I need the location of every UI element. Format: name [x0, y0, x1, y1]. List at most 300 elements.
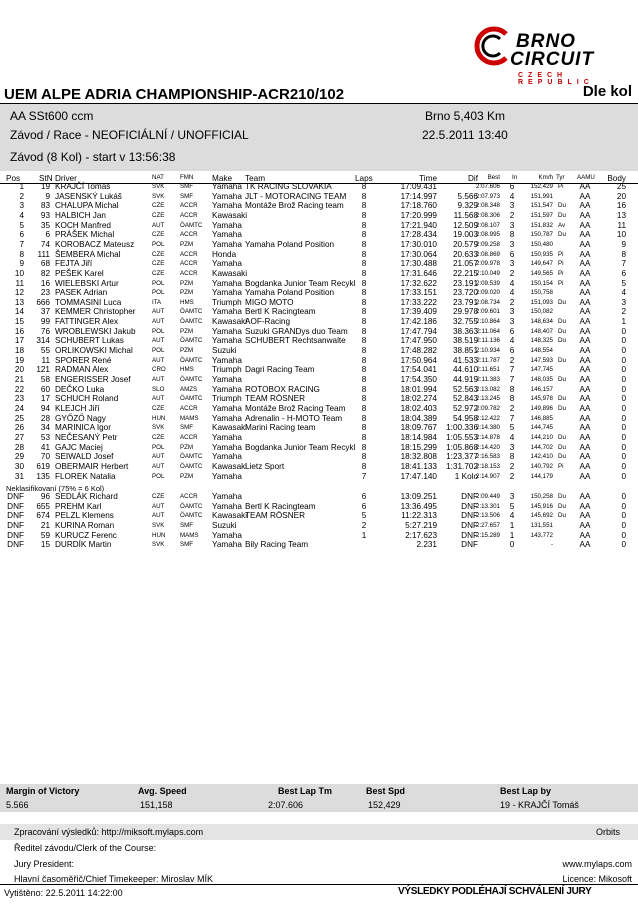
cell-make: Yamaha — [212, 492, 242, 501]
cell-federation: AMZS — [180, 385, 198, 393]
cell-dif: 21.057 — [452, 259, 478, 269]
cell-federation: ÖAMTC — [180, 376, 203, 383]
cell-driver: PELZL Klemens — [55, 511, 114, 521]
summary-label-margin: Margin of Victory — [6, 786, 80, 796]
cell-tyre: Pi — [558, 462, 564, 470]
cell-points: 1 — [621, 317, 626, 327]
cell-best-lap: 2:07.606 — [475, 183, 500, 190]
cell-start-number: 53 — [40, 432, 50, 442]
cell-best-lap: 2:10.049 — [475, 269, 500, 277]
result-row — [0, 404, 638, 414]
footer-rule — [0, 884, 638, 885]
cell-dif: 1:05.553 — [446, 432, 478, 442]
cell-nationality: POL — [152, 327, 165, 335]
cell-make: Yamaha — [212, 288, 242, 298]
cell-driver: KRAJČÍ Tomáš — [55, 182, 111, 191]
cell-nationality: HUN — [152, 531, 166, 539]
cell-team: Suzuki GRANDys duo Team — [245, 326, 348, 336]
cell-make: Yamaha — [212, 239, 242, 249]
cell-points: 0 — [621, 365, 626, 375]
cell-aamu: AA — [579, 268, 591, 278]
cell-nationality: AUT — [152, 221, 165, 229]
cell-federation: ÖAMTC — [180, 308, 203, 316]
cell-time: 17:50.964 — [400, 355, 437, 365]
cell-best-in-lap: 3 — [509, 239, 515, 249]
cell-team: Bertl K Racingteam — [245, 307, 316, 317]
cell-points: 0 — [621, 520, 626, 530]
cell-laps: 8 — [361, 191, 367, 201]
cell-points: 10 — [616, 230, 626, 240]
cell-best-in-lap: 4 — [509, 511, 515, 521]
cell-start-number: 314 — [36, 336, 50, 346]
cell-laps: 8 — [361, 268, 367, 278]
cell-best-lap: 2:08.869 — [475, 250, 500, 258]
cell-best-in-lap: 3 — [509, 442, 515, 452]
cell-laps: 8 — [361, 326, 367, 336]
cell-laps: 8 — [361, 259, 367, 269]
cell-nationality: SVK — [152, 521, 165, 529]
cell-federation: ACCR — [180, 433, 198, 441]
cell-nationality: SVK — [152, 183, 165, 190]
mylaps-website: www.mylaps.com — [562, 859, 632, 869]
cell-best-lap: 2:10.934 — [475, 347, 500, 355]
cell-nationality: AUT — [152, 453, 165, 461]
cell-best-lap: 2:10.864 — [475, 318, 500, 326]
cell-make: Yamaha — [212, 201, 242, 211]
cell-aamu: AA — [579, 384, 591, 394]
cell-start-number: 74 — [40, 239, 50, 249]
cell-driver: SPORER René — [55, 355, 112, 365]
cell-points: 0 — [621, 403, 626, 413]
cell-dif: DNF — [461, 492, 478, 501]
cell-aamu: AA — [579, 413, 591, 423]
cell-tyre: Du — [558, 443, 566, 451]
cell-time: 2:17.623 — [405, 530, 437, 540]
cell-federation: PZM — [180, 472, 194, 480]
cell-best-in-lap: 1 — [509, 530, 515, 540]
cell-best-in-lap: 6 — [509, 182, 515, 191]
cell-points: 0 — [621, 326, 626, 336]
cell-points: 11 — [617, 220, 626, 230]
cell-points: 0 — [621, 471, 626, 481]
cell-best-in-lap: 3 — [509, 220, 515, 230]
cell-make: Triumph — [212, 297, 242, 307]
result-row — [0, 443, 638, 453]
result-row — [0, 298, 638, 308]
cell-best-lap: 2:09.978 — [475, 260, 500, 268]
cell-team: Bogdanka Junior Team Recykl — [245, 278, 356, 288]
cell-best-lap: 2:11.383 — [476, 376, 500, 383]
cell-points: 0 — [621, 461, 626, 471]
cell-driver: NEČESANÝ Petr — [55, 432, 118, 442]
cell-driver: FATTINGER Alex — [55, 317, 119, 327]
cell-tyre: Du — [558, 337, 566, 345]
cell-aamu: AA — [579, 220, 591, 230]
result-row — [0, 375, 638, 385]
cell-start-number: 68 — [40, 259, 50, 269]
cell-best-lap: 2:15.289 — [475, 531, 500, 539]
cell-laps: 5 — [361, 511, 367, 521]
cell-federation: ÖAMTC — [180, 221, 203, 229]
cell-tyre: Du — [558, 231, 566, 239]
cell-start-number: 41 — [40, 442, 50, 452]
cell-points: 0 — [621, 413, 626, 423]
cell-driver: ENGERISSER Josef — [55, 375, 131, 384]
jury-president: Jury President: — [14, 859, 75, 869]
cell-nationality: AUT — [152, 502, 165, 510]
cell-team: SCHUBERT Rechtsanwalte — [245, 336, 346, 346]
licence: Licence: Mikosoft — [562, 874, 632, 884]
cell-laps: 8 — [361, 355, 367, 365]
cell-time: 17:28.434 — [400, 230, 437, 240]
cell-team: Yamaha Poland Position — [245, 239, 335, 249]
cell-speed: 150,480 — [530, 240, 553, 248]
cell-best-in-lap: 0 — [509, 540, 515, 550]
cell-nationality: CZE — [152, 231, 165, 239]
cell-time: 18:02.403 — [400, 403, 437, 413]
cell-laps: 1 — [361, 530, 367, 540]
cell-best-lap: 2:14.878 — [475, 433, 500, 441]
cell-points: 9 — [621, 239, 626, 249]
cell-start-number: 21 — [40, 520, 50, 530]
cell-time: 18:04.389 — [400, 413, 437, 423]
cell-pos: 27 — [14, 432, 24, 442]
cell-time: 17:33.151 — [400, 288, 437, 298]
cell-start-number: 9 — [45, 191, 50, 201]
col-tyr: Tyr — [556, 174, 565, 181]
cell-nationality: SVK — [152, 192, 165, 200]
cell-driver: RADMAN Alex — [55, 365, 109, 375]
cell-points: 0 — [621, 375, 626, 384]
cell-federation: ACCR — [180, 260, 198, 268]
cell-driver: WIELEBSKI Artur — [55, 278, 119, 288]
result-row — [0, 240, 638, 250]
cell-aamu: AA — [579, 201, 591, 211]
cell-dif: 52.972 — [452, 403, 478, 413]
cell-speed: 143,772 — [530, 531, 553, 539]
race-start: Závod (8 Kol) - start v 13:56:38 — [10, 150, 176, 164]
cell-aamu: AA — [579, 239, 591, 249]
cell-best-in-lap: 4 — [509, 191, 515, 201]
cell-tyre: Av — [558, 221, 566, 229]
cell-time: 17:47.950 — [400, 336, 437, 346]
cell-federation: HMS — [180, 298, 194, 306]
cell-federation: PZM — [180, 279, 194, 287]
cell-start-number: 655 — [36, 501, 50, 511]
cell-nationality: CZE — [152, 433, 165, 441]
chief-timekeeper: Hlavní časoměřič/Chief Timekeeper: Miroslav MÍK — [14, 874, 214, 884]
cell-driver: SCHUCH Roland — [55, 394, 119, 404]
cell-speed: 147,745 — [530, 366, 553, 374]
cell-pos: DNF — [7, 501, 24, 511]
cell-federation: ACCR — [180, 269, 198, 277]
cell-start-number: 58 — [40, 375, 50, 384]
cell-make: Kawasaki — [212, 210, 248, 220]
cell-tyre: Du — [558, 356, 566, 364]
jury-approval-note: VÝSLEDKY PODLÉHAJÍ SCHVÁLENÍ JURY — [398, 886, 592, 897]
cell-time: 17:30.064 — [400, 249, 437, 259]
cell-aamu: AA — [579, 394, 591, 404]
cell-laps: 8 — [361, 423, 367, 433]
cell-driver: FLOREK Natalia — [55, 471, 116, 481]
col-time: Time — [419, 174, 437, 183]
cell-speed: 148,554 — [530, 347, 553, 355]
cell-dif: 54.958 — [452, 413, 478, 423]
cell-speed: 150,787 — [530, 231, 553, 239]
col-best: Best — [487, 174, 500, 181]
cell-make: Yamaha — [212, 403, 242, 413]
cell-speed: 148,035 — [530, 376, 553, 383]
cell-dif: 52.843 — [452, 394, 478, 404]
cell-federation: PZM — [180, 347, 194, 355]
cell-speed: 150,258 — [530, 493, 553, 500]
cell-tyre: Pi — [558, 260, 564, 268]
result-row — [0, 269, 638, 279]
cell-dif: 1:31.702 — [446, 461, 478, 471]
cell-aamu: AA — [579, 326, 591, 336]
cell-driver: KLEJCH Jiří — [55, 403, 100, 413]
cell-pos: 30 — [14, 461, 24, 471]
cell-team: AOF-Racing — [245, 317, 291, 327]
cell-federation: ÖAMTC — [180, 337, 203, 345]
cell-points: 0 — [621, 442, 626, 452]
cell-laps: 8 — [361, 239, 367, 249]
cell-driver: DURDÍK Martin — [55, 540, 112, 550]
cell-best-lap: 2:08.107 — [475, 221, 500, 229]
cell-dif: 32.755 — [452, 317, 478, 327]
col-pos: Pos — [6, 174, 21, 183]
cell-points: 0 — [621, 355, 626, 365]
classification-type: Dle kol — [582, 83, 632, 100]
cell-time: 13:09.251 — [400, 492, 437, 501]
cell-make: Yamaha — [212, 471, 242, 481]
cell-laps: 8 — [361, 452, 367, 462]
cell-dif: 29.978 — [452, 307, 478, 317]
cell-laps: 8 — [361, 336, 367, 346]
cell-best-in-lap: 2 — [509, 297, 515, 307]
cell-pos: 4 — [19, 210, 24, 220]
cell-time: 17:20.999 — [400, 210, 437, 220]
cell-nationality: AUT — [152, 356, 165, 364]
cell-time: 18:01.994 — [400, 384, 437, 394]
cell-dif: 22.215 — [452, 268, 478, 278]
cell-laps: 7 — [361, 471, 367, 481]
cell-pos: 23 — [14, 394, 24, 404]
cell-nationality: POL — [152, 443, 165, 451]
cell-dif: 38.519 — [452, 336, 478, 346]
cell-federation: PZM — [180, 240, 194, 248]
cell-federation: MAMS — [180, 531, 199, 539]
cell-start-number: 60 — [40, 384, 50, 394]
cell-laps: 8 — [361, 413, 367, 423]
cell-speed: 144,210 — [530, 433, 553, 441]
cell-start-number: 70 — [40, 452, 50, 462]
cell-federation: ACCR — [180, 250, 198, 258]
cell-best-in-lap: 7 — [509, 413, 515, 423]
cell-driver: ORLIKOWSKI Michal — [55, 346, 133, 356]
cell-make: Yamaha — [212, 413, 242, 423]
cell-driver: HALBICH Jan — [55, 210, 106, 220]
cell-laps: 8 — [361, 442, 367, 452]
cell-driver: FEJTA Jiří — [55, 259, 93, 269]
cell-dif: 19.003 — [452, 230, 478, 240]
result-row — [0, 462, 638, 472]
cell-laps: 8 — [361, 297, 367, 307]
cell-best-in-lap: 4 — [509, 288, 515, 298]
result-row — [0, 288, 638, 298]
race-date: 22.5.2011 13:40 — [422, 128, 508, 142]
result-row — [0, 414, 638, 424]
result-row — [0, 423, 638, 433]
cell-points: 0 — [621, 492, 626, 501]
col-kmh: Km/h — [538, 174, 553, 181]
result-row — [0, 192, 638, 202]
cell-driver: GYŐZŐ Nagy — [55, 413, 106, 423]
cell-best-in-lap: 2 — [509, 403, 515, 413]
cell-pos: 16 — [14, 326, 24, 336]
cell-aamu: AA — [579, 210, 591, 220]
cell-time: 17:09.431 — [400, 182, 437, 191]
cell-tyre: Du — [558, 512, 566, 520]
cell-start-number: 23 — [40, 288, 50, 298]
cell-make: Yamaha — [212, 501, 242, 511]
cell-team: TK RACING SLOVAKIA — [245, 182, 332, 191]
result-row — [0, 307, 638, 317]
cell-points: 4 — [621, 288, 626, 298]
cell-speed: 145,692 — [530, 512, 553, 520]
cell-start-number: 121 — [36, 365, 50, 375]
dnf-row — [0, 502, 638, 512]
cell-start-number: 82 — [40, 268, 50, 278]
cell-team: Montáže Brož Racing Team — [245, 403, 346, 413]
cell-pos: 26 — [14, 423, 24, 433]
cell-pos: 22 — [14, 384, 24, 394]
cell-nationality: ITA — [152, 298, 162, 306]
cell-start-number: 94 — [40, 403, 50, 413]
cell-speed: 151,597 — [530, 211, 553, 219]
cell-laps: 8 — [361, 317, 367, 327]
cell-best-lap: 2:13.506 — [475, 512, 500, 520]
cell-best-in-lap: 3 — [509, 307, 515, 317]
cell-make: Yamaha — [212, 336, 242, 346]
cell-dif: 41.533 — [452, 355, 478, 365]
cell-dif: DNF — [461, 540, 478, 550]
cell-speed: 149,565 — [530, 269, 553, 277]
cell-best-in-lap: 8 — [509, 452, 515, 462]
cell-laps: 8 — [361, 201, 367, 211]
cell-best-lap: 2:14.380 — [475, 424, 500, 432]
cell-dif: 23.191 — [452, 278, 478, 288]
not-classified-label: Neklasifikovaní (75% = 6 Kol) — [6, 484, 105, 493]
cell-make: Triumph — [212, 365, 242, 375]
cell-driver: DEČKO Luka — [55, 384, 105, 394]
cell-time: 17:18.760 — [400, 201, 437, 211]
cell-best-in-lap: 5 — [509, 423, 515, 433]
cell-team: MIGO MOTO — [245, 297, 294, 307]
cell-pos: 8 — [19, 249, 24, 259]
cell-driver: KURINA Roman — [55, 520, 115, 530]
cell-points: 6 — [621, 268, 626, 278]
cell-nationality: AUT — [152, 462, 165, 470]
cell-nationality: POL — [152, 472, 165, 480]
cell-federation: ACCR — [180, 211, 198, 219]
cell-time: 17:54.350 — [400, 375, 437, 384]
cell-time: 17:32.622 — [400, 278, 437, 288]
cell-federation: ÖAMTC — [180, 502, 203, 510]
cell-start-number: 28 — [40, 413, 50, 423]
cell-pos: DNF — [7, 520, 24, 530]
cell-tyre: Du — [558, 502, 566, 510]
result-row — [0, 346, 638, 356]
cell-make: Kawasaki — [212, 317, 248, 327]
cell-dif: 44.610 — [452, 365, 478, 375]
cell-dif: 1 Kolo — [454, 471, 478, 481]
cell-best-lap: 2:09.539 — [475, 279, 500, 287]
cell-best-lap: 2:13.301 — [475, 502, 500, 510]
cell-nationality: AUT — [152, 512, 165, 520]
summary-value-margin: 5.566 — [6, 800, 29, 810]
col-driver: Driver — [55, 174, 77, 183]
cell-time: 17:54.041 — [400, 365, 437, 375]
cell-make: Suzuki — [212, 346, 237, 356]
cell-federation: ÖAMTC — [180, 318, 203, 326]
cell-make: Kawasaki — [212, 461, 248, 471]
cell-dif: 1:05.868 — [446, 442, 478, 452]
cell-best-lap: 2:11.136 — [476, 337, 500, 345]
cell-laps: 8 — [361, 220, 367, 230]
cell-speed: 151,991 — [530, 192, 553, 200]
brno-circuit-logo — [472, 22, 632, 84]
cell-tyre: Du — [558, 211, 566, 219]
cell-best-in-lap: 3 — [509, 317, 515, 327]
cell-start-number: 16 — [40, 278, 50, 288]
cell-laps: 8 — [361, 210, 367, 220]
summary-value-best-lap-by: 19 - KRAJČÍ Tomáš — [500, 800, 579, 810]
cell-laps: 8 — [361, 365, 367, 375]
cell-laps: 8 — [361, 278, 367, 288]
cell-driver: CHALUPA Michal — [55, 201, 119, 211]
clerk-of-course: Ředitel závodu/Clerk of the Course: — [14, 843, 157, 853]
cell-speed: 150,935 — [530, 250, 553, 258]
cell-tyre: Pi — [558, 183, 564, 190]
cell-time: 17:14.997 — [400, 191, 437, 201]
cell-time: 17:31.646 — [400, 268, 437, 278]
cell-make: Yamaha — [212, 259, 242, 269]
cell-federation: HMS — [180, 366, 194, 374]
cell-make: Yamaha — [212, 452, 242, 462]
cell-laps: 8 — [361, 346, 367, 356]
cell-nationality: CRO — [152, 366, 166, 374]
cell-pos: DNF — [7, 540, 24, 550]
cell-best-in-lap: 6 — [509, 249, 515, 259]
result-row — [0, 433, 638, 443]
cell-pos: DNF — [7, 492, 24, 501]
cell-speed: 151,093 — [530, 298, 553, 306]
cell-best-in-lap: 8 — [509, 384, 515, 394]
cell-time: 18:15.299 — [400, 442, 437, 452]
cell-start-number: 674 — [36, 511, 50, 521]
result-row — [0, 259, 638, 269]
cell-time: 18:09.767 — [400, 423, 437, 433]
cell-aamu: AA — [579, 259, 591, 269]
cell-make: Yamaha — [212, 355, 242, 365]
race-status: Závod / Race - NEOFICIÁLNÍ / UNOFFICIAL — [10, 128, 249, 142]
cell-pos: 12 — [14, 288, 24, 298]
cell-best-in-lap: 3 — [509, 492, 515, 501]
cell-best-lap: 2:14.907 — [475, 472, 500, 480]
cell-federation: SMF — [180, 192, 194, 200]
cell-federation: ÖAMTC — [180, 512, 203, 520]
